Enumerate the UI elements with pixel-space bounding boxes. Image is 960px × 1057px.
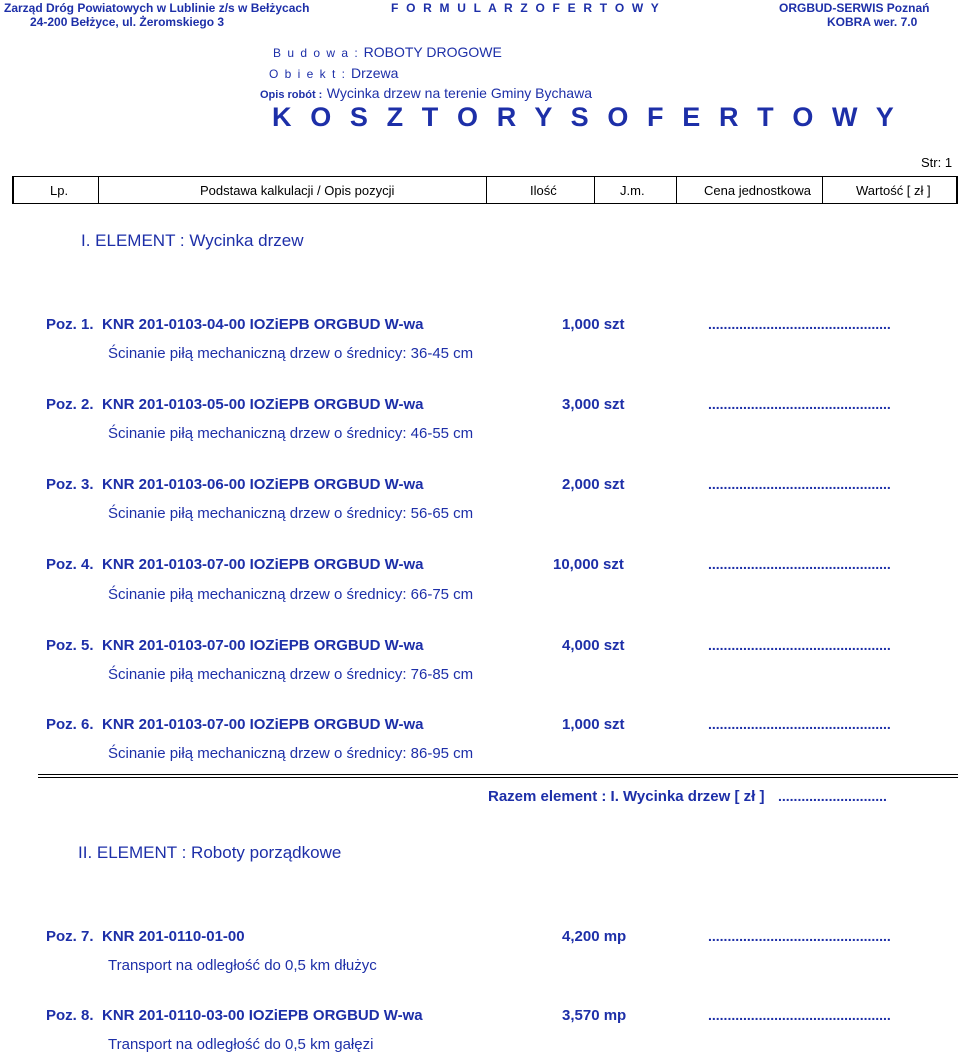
poz-value: ............................................... bbox=[708, 637, 891, 653]
section-heading: II. ELEMENT : Roboty porządkowe bbox=[78, 843, 342, 862]
poz-code: KNR 201-0103-07-00 IOZiEPB ORGBUD W-wa bbox=[102, 716, 424, 733]
poz-code: KNR 201-0103-07-00 IOZiEPB ORGBUD W-wa bbox=[102, 637, 424, 654]
poz-quantity: 1,000 szt bbox=[562, 716, 625, 733]
poz-quantity: 3,000 szt bbox=[562, 396, 625, 413]
poz-description: Ścinanie piłą mechaniczną drzew o średnicy: 56-65 cm bbox=[108, 505, 474, 522]
poz-description: Transport na odległość do 0,5 km gałęzi bbox=[108, 1036, 374, 1053]
column-header bbox=[12, 176, 958, 204]
poz-number: Poz. 5. bbox=[46, 637, 94, 654]
section-heading: I. ELEMENT : Wycinka drzew bbox=[81, 231, 304, 250]
opis-label: Opis robót : bbox=[260, 89, 323, 101]
poz-code: KNR 201-0103-06-00 IOZiEPB ORGBUD W-wa bbox=[102, 476, 424, 493]
poz-number: Poz. 3. bbox=[46, 476, 94, 493]
org-address: 24-200 Bełżyce, ul. Żeromskiego 3 bbox=[30, 15, 225, 29]
poz-value: ............................................... bbox=[708, 556, 891, 572]
form-title: F O R M U L A R Z O F E R T O W Y bbox=[391, 1, 661, 15]
poz-number: Poz. 2. bbox=[46, 396, 94, 413]
budowa-row bbox=[273, 44, 502, 62]
col-wartosc: Wartość [ zł ] bbox=[856, 183, 931, 198]
col-podstawa: Podstawa kalkulacji / Opis pozycji bbox=[200, 183, 395, 198]
col-ilosc: Ilość bbox=[530, 183, 557, 198]
obiekt-value: Drzewa bbox=[350, 65, 399, 81]
col-cena: Cena jednostkowa bbox=[704, 183, 811, 198]
poz-quantity: 4,000 szt bbox=[562, 637, 625, 654]
page-number: Str: 1 bbox=[921, 155, 953, 170]
poz-description: Ścinanie piłą mechaniczną drzew o średnicy: 86-95 cm bbox=[108, 745, 474, 762]
poz-description: Ścinanie piłą mechaniczną drzew o średnicy: 66-75 cm bbox=[108, 586, 474, 603]
poz-description: Transport na odległość do 0,5 km dłużyc bbox=[108, 957, 377, 974]
poz-code: KNR 201-0103-07-00 IOZiEPB ORGBUD W-wa bbox=[102, 556, 424, 573]
poz-code: KNR 201-0103-04-00 IOZiEPB ORGBUD W-wa bbox=[102, 316, 424, 333]
poz-value: ............................................... bbox=[708, 396, 891, 412]
section-total-value: ............................ bbox=[778, 788, 887, 804]
total-rule-top bbox=[38, 774, 958, 775]
software-name: ORGBUD-SERWIS Poznań bbox=[779, 1, 930, 15]
obiekt-label: O b i e k t : bbox=[269, 67, 347, 81]
poz-quantity: 4,200 mp bbox=[562, 928, 627, 945]
poz-description: Ścinanie piłą mechaniczną drzew o średnicy: 36-45 cm bbox=[108, 345, 474, 362]
obiekt-row bbox=[269, 65, 398, 83]
poz-quantity: 2,000 szt bbox=[562, 476, 625, 493]
poz-number: Poz. 8. bbox=[46, 1007, 94, 1024]
poz-value: ............................................... bbox=[708, 316, 891, 332]
poz-quantity: 1,000 szt bbox=[562, 316, 625, 333]
poz-quantity: 3,570 mp bbox=[562, 1007, 627, 1024]
opis-row bbox=[260, 85, 592, 103]
budowa-label: B u d o w a : bbox=[273, 46, 360, 60]
poz-value: ............................................... bbox=[708, 716, 891, 732]
poz-value: ............................................... bbox=[708, 1007, 891, 1023]
poz-number: Poz. 1. bbox=[46, 316, 94, 333]
budowa-value: ROBOTY DROGOWE bbox=[363, 44, 502, 60]
poz-number: Poz. 4. bbox=[46, 556, 94, 573]
poz-value: ............................................... bbox=[708, 476, 891, 492]
poz-code: KNR 201-0103-05-00 IOZiEPB ORGBUD W-wa bbox=[102, 396, 424, 413]
poz-number: Poz. 7. bbox=[46, 928, 94, 945]
poz-description: Ścinanie piłą mechaniczną drzew o średnicy: 46-55 cm bbox=[108, 425, 474, 442]
document-title: K O S Z T O R Y S O F E R T O W Y bbox=[272, 102, 900, 132]
poz-quantity: 10,000 szt bbox=[553, 556, 624, 573]
org-name: Zarząd Dróg Powiatowych w Lublinie z/s w Bełżycach bbox=[4, 1, 310, 15]
poz-description: Ścinanie piłą mechaniczną drzew o średnicy: 76-85 cm bbox=[108, 666, 474, 683]
col-jm: J.m. bbox=[620, 183, 645, 198]
section-total-label: Razem element : I. Wycinka drzew [ zł ] bbox=[488, 788, 765, 805]
poz-value: ............................................... bbox=[708, 928, 891, 944]
total-rule-bottom bbox=[38, 777, 958, 778]
poz-code: KNR 201-0110-01-00 bbox=[102, 928, 245, 945]
opis-value: Wycinka drzew na terenie Gminy Bychawa bbox=[326, 85, 592, 101]
software-version: KOBRA wer. 7.0 bbox=[827, 15, 918, 29]
col-lp: Lp. bbox=[50, 183, 69, 198]
poz-number: Poz. 6. bbox=[46, 716, 94, 733]
poz-code: KNR 201-0110-03-00 IOZiEPB ORGBUD W-wa bbox=[102, 1007, 423, 1024]
